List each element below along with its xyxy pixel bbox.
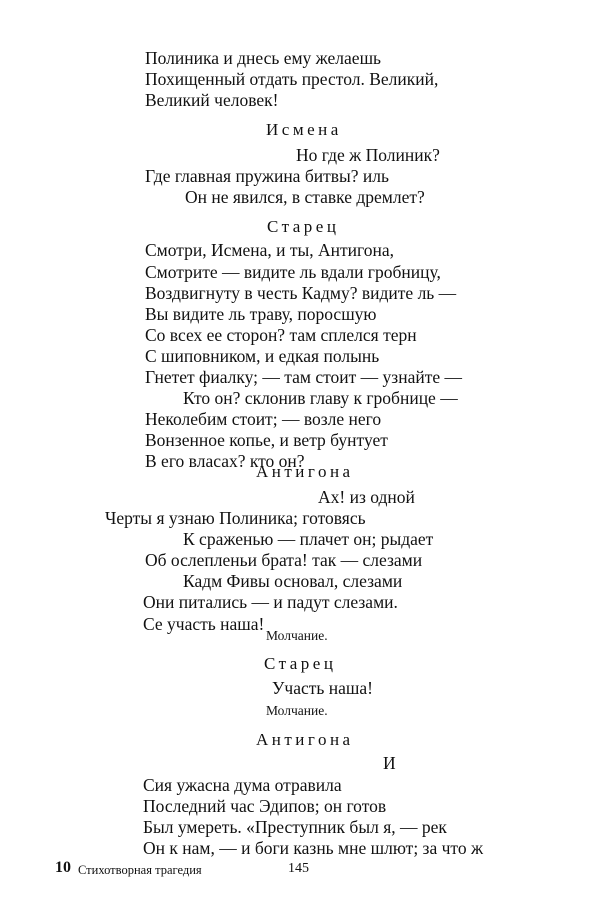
verse-line: В его власах? кто он? — [145, 451, 305, 471]
stage-direction: Молчание. — [266, 628, 328, 643]
verse-line: Полиника и днесь ему желаешь — [145, 48, 382, 68]
verse-line: Се участь наша! — [143, 614, 265, 634]
verse-line: Ах! из одной — [318, 487, 415, 507]
verse-line: Был умереть. «Преступник был я, — рек — [143, 817, 447, 837]
verse-line: Смотри, Исмена, и ты, Антигона, — [145, 240, 395, 260]
verse-line: Сия ужасна дума отравила — [143, 775, 342, 795]
verse-line: Неколебим стоит; — возле него — [145, 409, 382, 429]
verse-line: С шиповником, и едкая полынь — [145, 346, 380, 366]
speaker-name: Антигона — [256, 730, 354, 749]
verse-line: Вы видите ль траву, поросшую — [145, 304, 377, 324]
speaker-name: Старец — [264, 654, 337, 673]
verse-line: И — [383, 753, 396, 773]
speaker-name: Исмена — [266, 120, 342, 139]
verse-line: Гнетет фиалку; — там стоит — узнайте — — [145, 367, 462, 387]
verse-line: Об ослепленьи брата! так — слезами — [145, 550, 423, 570]
verse-line: Кто он? склонив главу к гробнице — — [183, 388, 458, 408]
verse-line: Он не явился, в ставке дремлет? — [185, 187, 425, 207]
verse-line: Где главная пружина битвы? иль — [145, 166, 389, 186]
page-number: 145 — [288, 861, 309, 876]
verse-line: Но где ж Полиник? — [296, 145, 440, 165]
verse-line: Вонзенное копье, и ветр бунтует — [145, 430, 388, 450]
verse-line: Со всех ее сторон? там сплелся терн — [145, 325, 417, 345]
verse-line: Он к нам, — и боги казнь мне шлют; за что ж — [143, 838, 484, 858]
verse-line: Кадм Фивы основал, слезами — [183, 571, 403, 591]
verse-line: Последний час Эдипов; он готов — [143, 796, 387, 816]
verse-line: Похищенный отдать престол. Великий, — [145, 69, 439, 89]
speaker-name: Старец — [267, 217, 340, 236]
signature-title: Стихотворная трагедия — [78, 863, 202, 877]
verse-line: Воздвигнуту в честь Кадму? видите ль — — [145, 283, 457, 303]
speaker-name: Антигона — [256, 462, 354, 481]
verse-line: Черты я узнаю Полиника; готовясь — [105, 508, 366, 528]
stage-direction: Молчание. — [266, 703, 328, 718]
verse-line: К сраженью — плачет он; рыдает — [183, 529, 434, 549]
verse-line: Смотрите — видите ль вдали гробницу, — [145, 262, 441, 282]
signature-number: 10 — [55, 859, 71, 876]
verse-line: Они питались — и падут слезами. — [143, 592, 398, 612]
verse-line: Великий человек! — [145, 90, 279, 110]
verse-line: Участь наша! — [272, 678, 373, 698]
